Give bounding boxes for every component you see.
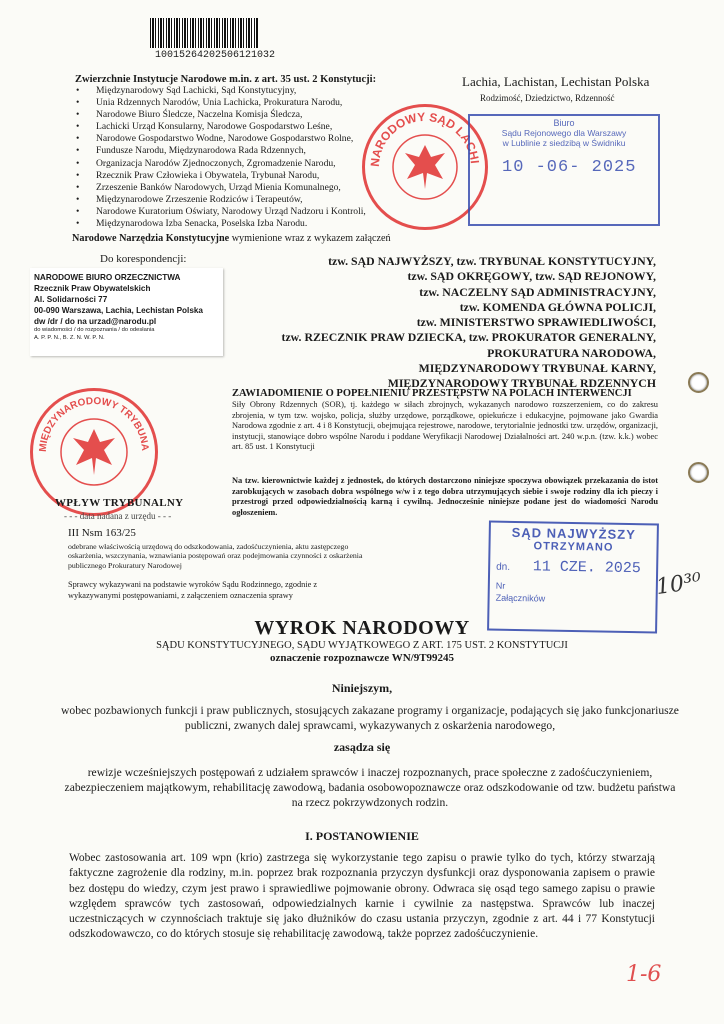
section-heading: I. POSTANOWIENIE [305, 829, 419, 843]
registry-stamp-line3: w Lublinie z siedzibą w Świdniku [502, 138, 626, 148]
zasadza-heading: zasądza się [333, 740, 391, 754]
perpetrators-note: Sprawcy wykazywani na podstawie wyroków Sądu Rodzinnego, zgodnie z wykazywanymi postępowaniami, z załączeniem oznaczenia sprawy [68, 580, 318, 600]
addressee-line: tzw. NACZELNY SĄD ADMINISTRACYJNY, [419, 284, 656, 299]
page-mark: 1-6 [626, 962, 662, 987]
list-item: • Fundusze Narodu, Międzynarodowa Rada Rdzennych, [96, 145, 366, 157]
tribunal-seal-text: MIĘDZYNARODOWY TRYBUNA [37, 395, 151, 453]
correspondence-email: urzad@narodu.pl [89, 317, 157, 326]
received-stamp-dn: dn. [496, 561, 511, 573]
correspondence-note2: A. P. P. N., B. Z. N. W. P. N. [34, 334, 105, 341]
handwritten-time: 10³⁰ [654, 568, 704, 601]
niniejszym-heading: Niniejszym, [331, 681, 393, 695]
inflow-title: WPŁYW TRYBUNALNY [55, 497, 184, 509]
list-item: • Zrzeszenie Banków Narodowych, Urząd Mienia Komunalnego, [96, 182, 366, 194]
received-stamp-date: 11 CZE. 2025 [532, 558, 642, 578]
punch-hole [688, 462, 709, 483]
addressee-line: MIĘDZYNARODOWY TRYBUNAŁ RDZENNYCH [387, 376, 656, 391]
institutions-title: Zwierzchnie Instytucje Narodowe m.in. z art. 35 ust. 2 Konstytucji: [75, 74, 377, 85]
correspondence-email-prefix: dw /dr / do na [34, 317, 90, 326]
barcode-number: 10015264202506121032 [155, 50, 276, 61]
received-stamp-court: SĄD NAJWYŻSZY [511, 524, 636, 543]
institutions-footer [72, 233, 391, 244]
list-item: • Rzecznik Praw Człowieka i Obywatela, Trybunał Narodu, [96, 170, 366, 182]
seal-eagle-icon [365, 107, 485, 227]
seal-text: NARODOWY SĄD LACHI [367, 109, 482, 168]
correspondence-street: Al. Solidarności 77 [34, 295, 108, 304]
notice-body: Siły Obrony Rdzennych (SOR), tj. każdego w siłach zbrojnych, wykazanych narodowo rozszerzeniem, co do zakresu zbrojenia, w tym tzw. wojsko, policja, służby urzędowe, porządkowe, opiekuńcze i edukacyjne, pojmowane jako Gwardia Narodowa zgodnie z art. 4 i 8 Konstytucji, obejmująca rejestrowe, narodowe, terytorialnie jednostki tzw. urzędów, organizacji, instytucji, stanowiące dobro wspólne Narodu i poddane Weryfikacji Narodowej Działalności art. 240 w.p.n. (tzw. k.k.) wobec art. 85 ust. 1 Konstytucji [232, 400, 658, 451]
correspondence-label: Do korespondencji: [100, 253, 187, 265]
correspondence-city: 00-090 Warszawa, Lachia, Lechistan Polska [34, 306, 203, 315]
inflow-description: odebrane właściwością urzędową do odszkodowania, zadośćuczynienia, aktu zastępczego oskarżenia, wszczynania, wznawiania postępowań oraz podejmowania czynności z oskarżenia publicznego Prokuratury Narodowej [68, 542, 363, 570]
addressee-line: tzw. KOMENDA GŁÓWNA POLICJI, [459, 299, 656, 314]
received-stamp-nr: Nr [495, 580, 506, 591]
correspondence-box [30, 268, 223, 356]
verdict-subtitle: SĄDU KONSTYTUCYJNEGO, SĄDU WYJĄTKOWEGO Z ART. 175 UST. 2 KONSTYTUCJI [156, 640, 568, 651]
institutions-footer-rest: wymienione wraz z wykazem załączeń [229, 233, 391, 244]
notice-bold: Na tzw. kierownictwie każdej z jednostek, do których dostarczono niniejsze spoczywa obowiązek przekazania do istot zarobkujących w zasobach dobra wspólnego w/w i z tego dobra utrzymujących siebie i swoje rodziny dla ich pieczy i przestrogi przed odpowiedzialnością karną i cywilną. Jednocześnie niniejsze podane jest do wiadomości Narodu ogłoszeniem. [232, 476, 658, 517]
inflow-subtitle: - - - data nadana z urzędu - - - [64, 511, 172, 521]
addressee-line: tzw. MINISTERSTWO SPRAWIEDLIWOŚCI, [416, 315, 656, 330]
registry-stamp-line1: Biuro [553, 118, 575, 128]
received-stamp-attachments: Załączników [495, 592, 546, 604]
registry-stamp-date: 10 -06- 2025 [502, 158, 637, 177]
received-stamp-word: OTRZYMANO [533, 540, 614, 554]
addressee-line: tzw. RZECZNIK PRAW DZIECKA, tzw. PROKURATOR GENERALNY, [281, 330, 656, 345]
list-item: • Międzynarodowy Sąd Lachicki, Sąd Konstytucyjny, [96, 85, 366, 97]
addressees [216, 254, 656, 392]
verdict-paragraph-1: wobec pozbawionych funkcji i praw publicznych, stosujących zakazane programy i organizacje, podających się jako funkcjonariusze publiczni, zwanych dalej sprawcami, wykazywanych z oskarżenia narodowego, [61, 704, 679, 732]
location-title: Lachia, Lachistan, Lechistan Polska [462, 74, 650, 89]
addressee-line: MIĘDZYNARODOWY TRYBUNAŁ KARNY, [418, 361, 656, 376]
addressee-line: PROKURATURA NARODOWA, [487, 345, 656, 360]
list-item: • Narodowe Kuratorium Oświaty, Narodowy Urząd Nadzoru i Kontroli, [96, 206, 366, 218]
verdict-title: WYROK NARODOWY [254, 617, 470, 639]
correspondence-note1: do wiadomości / do rozpoznania / do odesłania [34, 327, 155, 333]
addressee-line: tzw. SĄD OKRĘGOWY, tzw. SĄD REJONOWY, [407, 269, 656, 284]
list-item: • Narodowe Gospodarstwo Wodne, Narodowe Gospodarstwo Rolne, [96, 133, 366, 145]
list-item: • Międzynarodowe Zrzeszenie Rodziców i Terapeutów, [96, 194, 366, 206]
correspondence-org: NARODOWE BIURO ORZECZNICTWA [34, 273, 181, 282]
institutions-footer-bold: Narodowe Narzędzia Konstytucyjne [72, 233, 230, 244]
verdict-designation: oznaczenie rozpoznawcze WN/9T99245 [269, 652, 455, 664]
addressee-line: tzw. SĄD NAJWYŻSZY, tzw. TRYBUNAŁ KONSTYTUCYJNY, [328, 254, 656, 268]
list-item: • Unia Rdzennych Narodów, Unia Lachicka, Prokuratura Narodu, [96, 97, 366, 109]
case-signature: III Nsm 163/25 [68, 527, 136, 539]
punch-hole [688, 372, 709, 393]
verdict-paragraph-2: rewizje wcześniejszych postępowań z udziałem sprawców i inaczej rozpoznanych, prace społeczne z zadośćuczynieniem, zabezpieczeniem majątkowym, rehabilitację zawodową, badania osobowopoznawcze oraz odszkodowanie od tzw. budżetu państwa na rzecz pokrzywdzonych rodzin. [64, 766, 676, 809]
correspondence-org2: Rzecznik Praw Obywatelskich [34, 284, 151, 293]
list-item: • Organizacja Narodów Zjednoczonych, Zgromadzenie Narodu, [96, 158, 366, 170]
registry-stamp [468, 114, 660, 226]
tribunal-eagle-icon [33, 391, 155, 513]
institutions-list [96, 85, 366, 230]
barcode [150, 18, 258, 48]
list-item: • Międzynarodowa Izba Senacka, Poselska Izba Narodu. [96, 218, 366, 230]
list-item: • Narodowe Biuro Śledcze, Naczelna Komisja Śledcza, [96, 109, 366, 121]
location-subtitle: Rodzimość, Dziedzictwo, Rdzenność [480, 93, 615, 103]
section-body: Wobec zastosowania art. 109 wpn (krio) zastrzega się wykorzystanie tego zapisu o prawie tylko do tych, którzy stwarzają faktyczne zagrożenie dla rodziny, m.in. poprzez brak rozpoznania przyczyn dysfunkcji oraz dysponowania zapisem o prawie bez dostępu do wiedzy, czym jest prawo i sprawiedliwe pojmowanie obrony. Odwraca się osąd tego samego zapisu o prawie względem sprawców tych zastosowań, odpowiedzialnych karnie i cywilnie za następstwa. Sprawców lub inaczej uczestniczących w czynnościach traktuje się jako dłużników do czasu ustania przyczyn, zgodnie z art. 44 i 77 Konstytucji odszkodowawczo, co do których stosuje się rehabilitację zawodową, także poprzez zadośćuczynienie. [69, 852, 655, 941]
list-item: • Lachicki Urząd Konsularny, Narodowe Gospodarstwo Leśne, [96, 121, 366, 133]
registry-stamp-line2: Sądu Rejonowego dla Warszawy [501, 128, 627, 138]
notice-title: ZAWIADOMIENIE O POPEŁNIENIU PRZESTĘPSTW NA POLACH INTERWENCJI [232, 388, 632, 399]
